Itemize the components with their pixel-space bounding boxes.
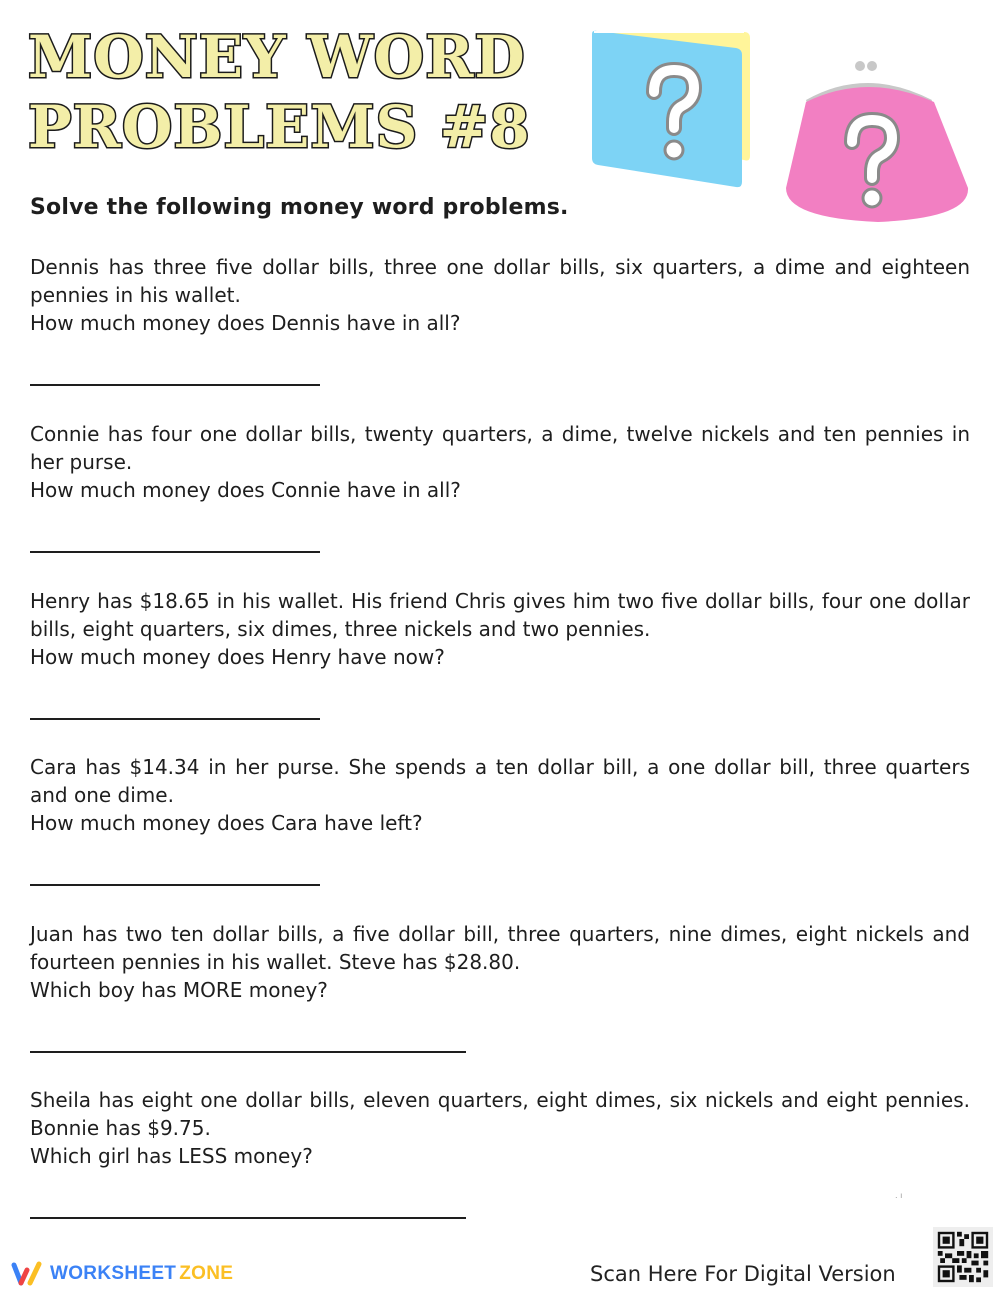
logo-text: WORKSHEET ZONE	[50, 1263, 234, 1284]
instructions: Solve the following money word problems.	[30, 195, 569, 220]
answer-line-4[interactable]	[30, 884, 320, 886]
purse-question-icon	[784, 58, 970, 224]
problem-question: Which girl has LESS money?	[30, 1144, 313, 1168]
problem-text: Juan has two ten dollar bills, a five dollar bill, three quarters, nine dimes, eight nickels and fourteen pennies in his wallet. Steve has $28.80.	[30, 922, 970, 974]
problem-3	[30, 587, 970, 671]
title-line-1: MONEY WORD	[28, 23, 526, 91]
problem-6	[30, 1086, 970, 1170]
answer-line-2[interactable]	[30, 551, 320, 553]
stray-mark: . ı	[895, 1191, 903, 1200]
problem-question: How much money does Henry have now?	[30, 645, 445, 669]
problem-question: How much money does Connie have in all?	[30, 478, 461, 502]
answer-line-5[interactable]	[30, 1051, 466, 1053]
problem-question: How much money does Cara have left?	[30, 811, 423, 835]
problem-question: How much money does Dennis have in all?	[30, 311, 461, 335]
problem-1	[30, 253, 970, 337]
title-line-2: PROBLEMS #8	[28, 93, 531, 161]
problem-text: Sheila has eight one dollar bills, eleven quarters, eight dimes, six nickels and eight pennies. Bonnie has $9.75.	[30, 1088, 970, 1140]
problem-2	[30, 420, 970, 504]
scan-label: Scan Here For Digital Version	[590, 1262, 896, 1286]
worksheetzone-logo[interactable]	[10, 1258, 233, 1290]
worksheetzone-logo-icon	[10, 1260, 44, 1288]
problem-text: Henry has $18.65 in his wallet. His friend Chris gives him two five dollar bills, four one dollar bills, eight quarters, six dimes, three nickels and two pennies.	[30, 589, 970, 641]
worksheet-title	[28, 22, 531, 162]
answer-line-1[interactable]	[30, 384, 320, 386]
answer-line-3[interactable]	[30, 718, 320, 720]
wallet-question-icon	[588, 28, 754, 190]
problem-text: Cara has $14.34 in her purse. She spends a ten dollar bill, a one dollar bill, three quarters and one dime.	[30, 755, 970, 807]
problem-4	[30, 753, 970, 837]
problem-text: Connie has four one dollar bills, twenty quarters, a dime, twelve nickels and ten pennies in her purse.	[30, 422, 970, 474]
problem-5	[30, 920, 970, 1004]
problem-text: Dennis has three five dollar bills, three one dollar bills, six quarters, a dime and eighteen pennies in his wallet.	[30, 255, 970, 307]
problem-question: Which boy has MORE money?	[30, 978, 328, 1002]
qr-code-icon[interactable]	[933, 1227, 993, 1287]
answer-line-6[interactable]	[30, 1217, 466, 1219]
